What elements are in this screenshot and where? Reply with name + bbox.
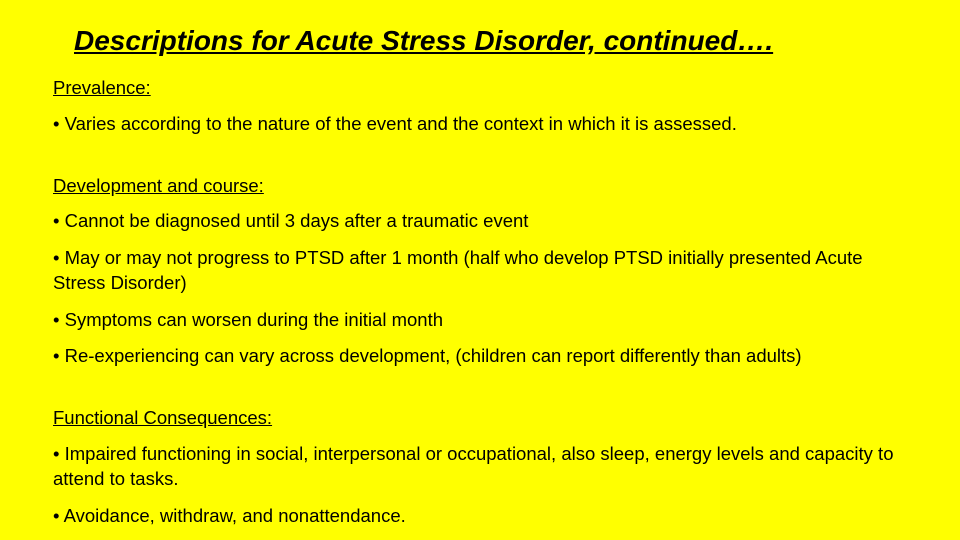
bullet-item: • Symptoms can worsen during the initial month [53,309,444,330]
section-heading-development: Development and course: [53,175,264,196]
bullet-item: • Avoidance, withdraw, and nonattendance. [53,505,406,526]
bullet-item: • Re-experiencing can vary across development, (children can report differently than adults) [53,345,802,366]
bullet-item: • Varies according to the nature of the event and the context in which it is assessed. [53,113,737,134]
slide-title: Descriptions for Acute Stress Disorder, continued…. [74,25,774,56]
bullet-item: • Impaired functioning in social, interpersonal or occupational, also sleep, energy levels and capacity to attend to tasks. [53,443,894,489]
section-heading-prevalence: Prevalence: [53,77,151,98]
section-heading-functional: Functional Consequences: [53,407,273,428]
bullet-item: • Cannot be diagnosed until 3 days after a traumatic event [53,210,529,231]
bullet-item: • May or may not progress to PTSD after 1 month (half who develop PTSD initially presented Acute Stress Disorder) [53,247,863,293]
